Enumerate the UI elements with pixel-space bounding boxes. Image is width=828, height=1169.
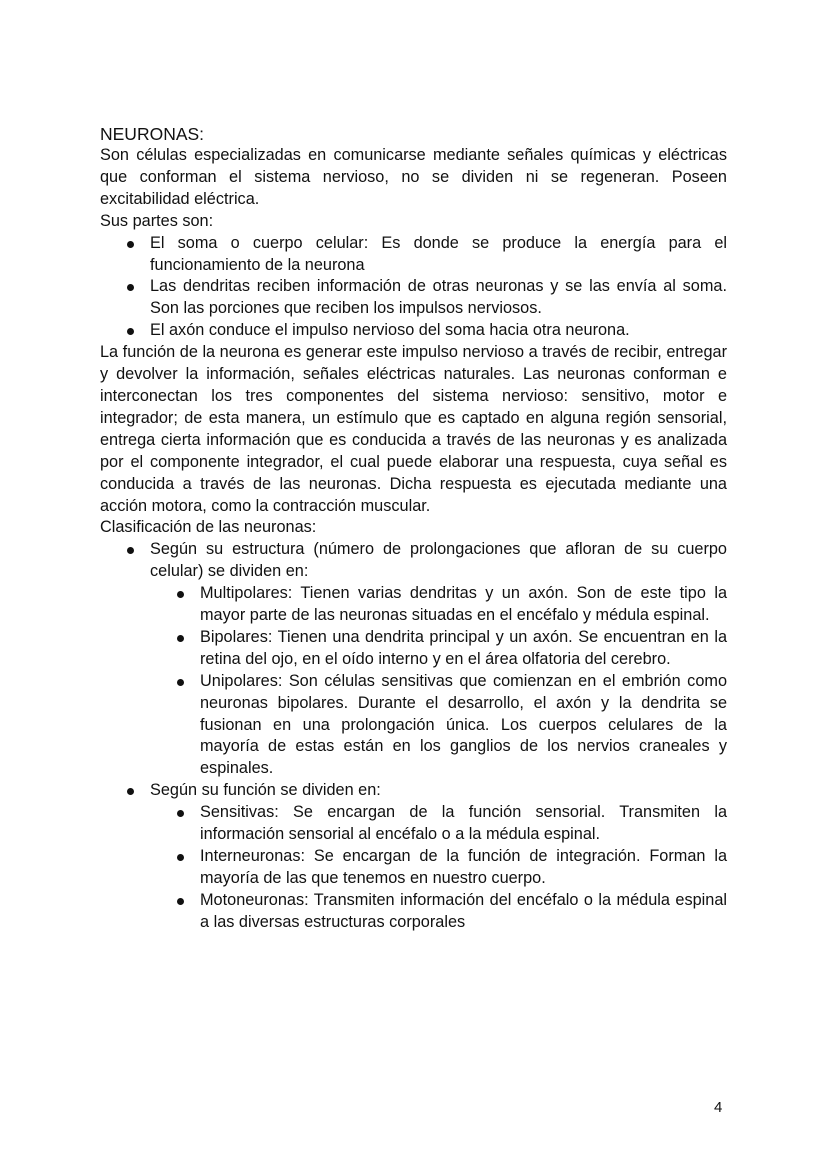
bullet-icon [177,810,184,817]
list-item-text: Interneuronas: Se encargan de la función de integración. Forman la mayoría de las que tenemos en nuestro cuerpo. [200,847,727,887]
list-item-text: El axón conduce el impulso nervioso del soma hacia otra neurona. [150,321,630,340]
function-paragraph: La función de la neurona es generar este impulso nervioso a través de recibir, entregar y devolver la información, señales eléctricas naturales. Las neuronas conforman e interconectan los tres componentes del sistema nervioso: sensitivo, motor e integrador; de esta manera, un estímulo que es captado en alguna región sensorial, entrega cierta información que es conducida a través de las neuronas y es analizada por el componente integrador, el cual puede elaborar una respuesta, cuya señal es conducida a través de las neuronas. Dicha respuesta es ejecutada mediante una acción motora, como la contracción muscular. [100,343,727,515]
classification-group-structure [100,539,727,780]
list-item-text: El soma o cuerpo celular: Es donde se produce la energía para el funcionamiento de la neurona [150,233,727,274]
bullet-icon [177,679,184,686]
list-item [150,802,727,846]
parts-list [100,233,727,343]
group-label: Según su estructura (número de prolongaciones que afloran de su cuerpo celular) se dividen en: [150,540,727,581]
bullet-icon [127,241,134,248]
list-item [150,671,727,781]
bullet-icon [127,284,134,291]
list-item [150,846,727,890]
list-item-text: Motoneuronas: Transmiten información del encéfalo o la médula espinal a las diversas estructuras corporales [200,890,727,931]
group-label: Según su función se dividen en: [150,781,381,800]
classification-heading: Clasificación de las neuronas: [100,518,317,537]
list-item [150,890,727,934]
list-item [100,320,727,342]
bullet-icon [177,635,184,642]
list-item-text: Bipolares: Tienen una dendrita principal y un axón. Se encuentran en la retina del ojo, en el oído interno y en el área olfatoria del cerebro. [200,627,727,668]
list-item-text: Sensitivas: Se encargan de la función sensorial. Transmiten la información sensorial al encéfalo o a la médula espinal. [200,803,727,844]
bullet-icon [177,898,184,905]
page-number: 4 [714,1099,723,1116]
document-page [100,123,727,934]
function-sublist [150,802,727,933]
list-item [150,627,727,671]
bullet-icon [177,854,184,861]
list-item-text: Las dendritas reciben información de otras neuronas y se las envía al soma. Son las porciones que reciben los impulsos nerviosos. [150,277,727,318]
bullet-icon [127,547,134,554]
bullet-icon [177,591,184,598]
classification-list [100,539,727,933]
list-item-text: Unipolares: Son células sensitivas que comienzan en el embrión como neuronas bipolares. Durante el desarrollo, el axón y la dendrita se fusionan en una prolongación única. Los cuerpos celulares de la mayoría de estas están en los ganglios de los nervios craneales y espinales. [200,671,727,778]
classification-group-function [100,780,727,933]
bullet-icon [127,328,134,335]
list-item [100,276,727,320]
bullet-icon [127,788,134,795]
list-item-text: Multipolares: Tienen varias dendritas y un axón. Son de este tipo la mayor parte de las neuronas situadas en el encéfalo y médula espinal. [200,584,727,625]
page-title: NEURONAS: [100,124,205,144]
intro-paragraph: Son células especializadas en comunicarse mediante señales químicas y eléctricas que conforman el sistema nervioso, no se dividen ni se regeneran. Poseen excitabilidad eléctrica. [100,146,727,208]
structure-sublist [150,583,727,780]
parts-heading: Sus partes son: [100,211,214,230]
list-item [150,583,727,627]
list-item [100,233,727,277]
